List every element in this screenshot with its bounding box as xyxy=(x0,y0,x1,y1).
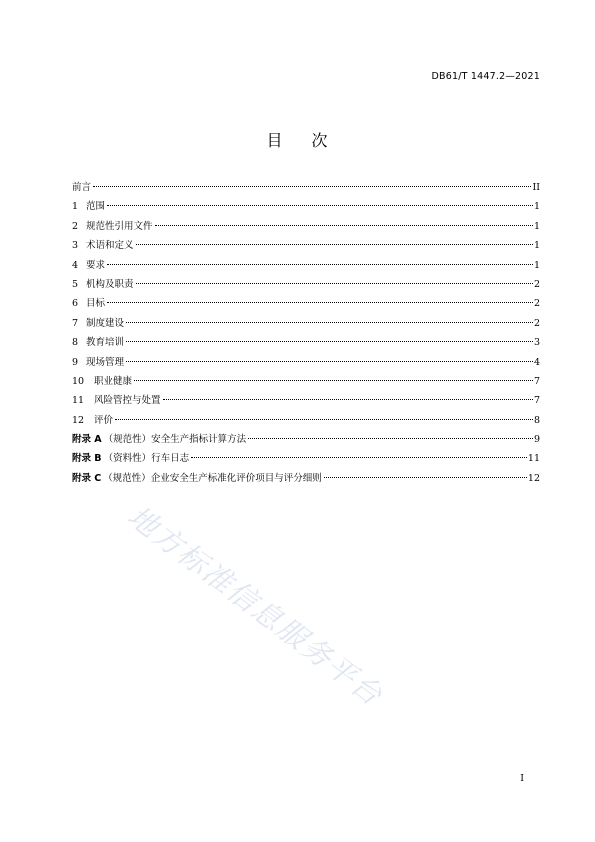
toc-label: 要求 xyxy=(86,259,106,271)
toc-entry-appendix-c[interactable] xyxy=(72,469,540,488)
toc-page-number: 9 xyxy=(533,434,540,446)
toc-label: 制度建设 xyxy=(86,317,125,329)
toc-leader-dots xyxy=(107,264,533,265)
toc-label: （规范性）企业安全生产标准化评价项目与评分细则 xyxy=(103,472,322,484)
toc-section-number: 1 xyxy=(72,201,79,213)
toc-section-number: 7 xyxy=(72,317,79,329)
toc-leader-dots xyxy=(191,457,527,458)
toc-page-number: 4 xyxy=(533,356,540,368)
toc-page-number: 2 xyxy=(533,278,540,290)
toc-label: 前言 xyxy=(72,182,92,193)
toc-leader-dots xyxy=(134,380,533,381)
toc-entry-4[interactable] xyxy=(72,256,540,275)
toc-appendix-number: 附录 A xyxy=(72,434,102,446)
toc-leader-dots xyxy=(155,225,533,226)
toc-entry-12[interactable] xyxy=(72,411,540,430)
toc-leader-dots xyxy=(136,244,533,245)
toc-page-number: 1 xyxy=(533,201,540,213)
toc-page-number: 11 xyxy=(527,453,540,465)
toc-leader-dots xyxy=(126,361,533,362)
toc-leader-dots xyxy=(115,419,533,420)
toc-leader-dots xyxy=(136,283,533,284)
toc-entry-10[interactable] xyxy=(72,372,540,391)
toc-label: 术语和定义 xyxy=(86,240,134,252)
toc-leader-dots xyxy=(163,399,533,400)
watermark: 地方标准信息服务平台 xyxy=(121,498,390,713)
toc-page-number: 1 xyxy=(533,240,540,252)
toc-section-number: 10 xyxy=(72,375,85,387)
toc-leader-dots xyxy=(324,477,527,478)
toc-section-number: 8 xyxy=(72,337,79,349)
toc-entry-8[interactable] xyxy=(72,333,540,352)
toc-section-number: 2 xyxy=(72,220,79,232)
table-of-contents xyxy=(72,178,540,488)
toc-page-number: 12 xyxy=(527,472,540,484)
toc-page-number: II xyxy=(532,182,540,193)
toc-leader-dots xyxy=(248,438,533,439)
toc-entry-foreword[interactable] xyxy=(72,178,540,197)
toc-label: 现场管理 xyxy=(86,356,125,368)
toc-appendix-number: 附录 C xyxy=(72,472,102,484)
document-code: DB61/T 1447.2—2021 xyxy=(431,71,540,82)
toc-entry-3[interactable] xyxy=(72,236,540,255)
toc-page-number: 7 xyxy=(533,395,540,407)
toc-leader-dots xyxy=(126,341,533,342)
toc-entry-appendix-b[interactable] xyxy=(72,449,540,468)
toc-entry-11[interactable] xyxy=(72,391,540,410)
toc-label: 规范性引用文件 xyxy=(86,220,153,232)
toc-page-number: 8 xyxy=(533,414,540,426)
toc-label: 范围 xyxy=(86,201,106,213)
toc-label: （规范性）安全生产指标计算方法 xyxy=(103,434,247,446)
toc-section-number: 6 xyxy=(72,298,79,310)
toc-label: 评价 xyxy=(94,414,114,426)
toc-entry-7[interactable] xyxy=(72,314,540,333)
toc-entry-9[interactable] xyxy=(72,353,540,372)
toc-label: 风险管控与处置 xyxy=(94,395,161,407)
toc-page-number: 1 xyxy=(533,259,540,271)
toc-page-number: 7 xyxy=(533,375,540,387)
toc-section-number: 3 xyxy=(72,240,79,252)
toc-leader-dots xyxy=(126,322,533,323)
toc-section-number: 9 xyxy=(72,356,79,368)
toc-entry-appendix-a[interactable] xyxy=(72,430,540,449)
toc-entry-1[interactable] xyxy=(72,197,540,216)
toc-label: 目标 xyxy=(86,298,106,310)
toc-section-number: 11 xyxy=(72,395,85,407)
toc-page-number: 1 xyxy=(533,220,540,232)
toc-entry-2[interactable] xyxy=(72,217,540,236)
toc-page-number: 3 xyxy=(533,337,540,349)
toc-appendix-number: 附录 B xyxy=(72,453,102,465)
page-title: 目 次 xyxy=(266,131,329,150)
toc-page-number: 2 xyxy=(533,298,540,310)
toc-leader-dots xyxy=(107,205,533,206)
toc-label: 教育培训 xyxy=(86,337,125,349)
toc-entry-5[interactable] xyxy=(72,275,540,294)
toc-section-number: 5 xyxy=(72,278,79,290)
toc-label: （资料性）行车日志 xyxy=(103,453,190,465)
toc-page-number: 2 xyxy=(533,317,540,329)
toc-entry-6[interactable] xyxy=(72,294,540,313)
toc-label: 职业健康 xyxy=(94,375,133,387)
page-number: I xyxy=(520,773,524,784)
toc-section-number: 12 xyxy=(72,414,85,426)
toc-leader-dots xyxy=(107,302,533,303)
toc-leader-dots xyxy=(93,186,531,187)
toc-section-number: 4 xyxy=(72,259,79,271)
toc-label: 机构及职责 xyxy=(86,278,134,290)
